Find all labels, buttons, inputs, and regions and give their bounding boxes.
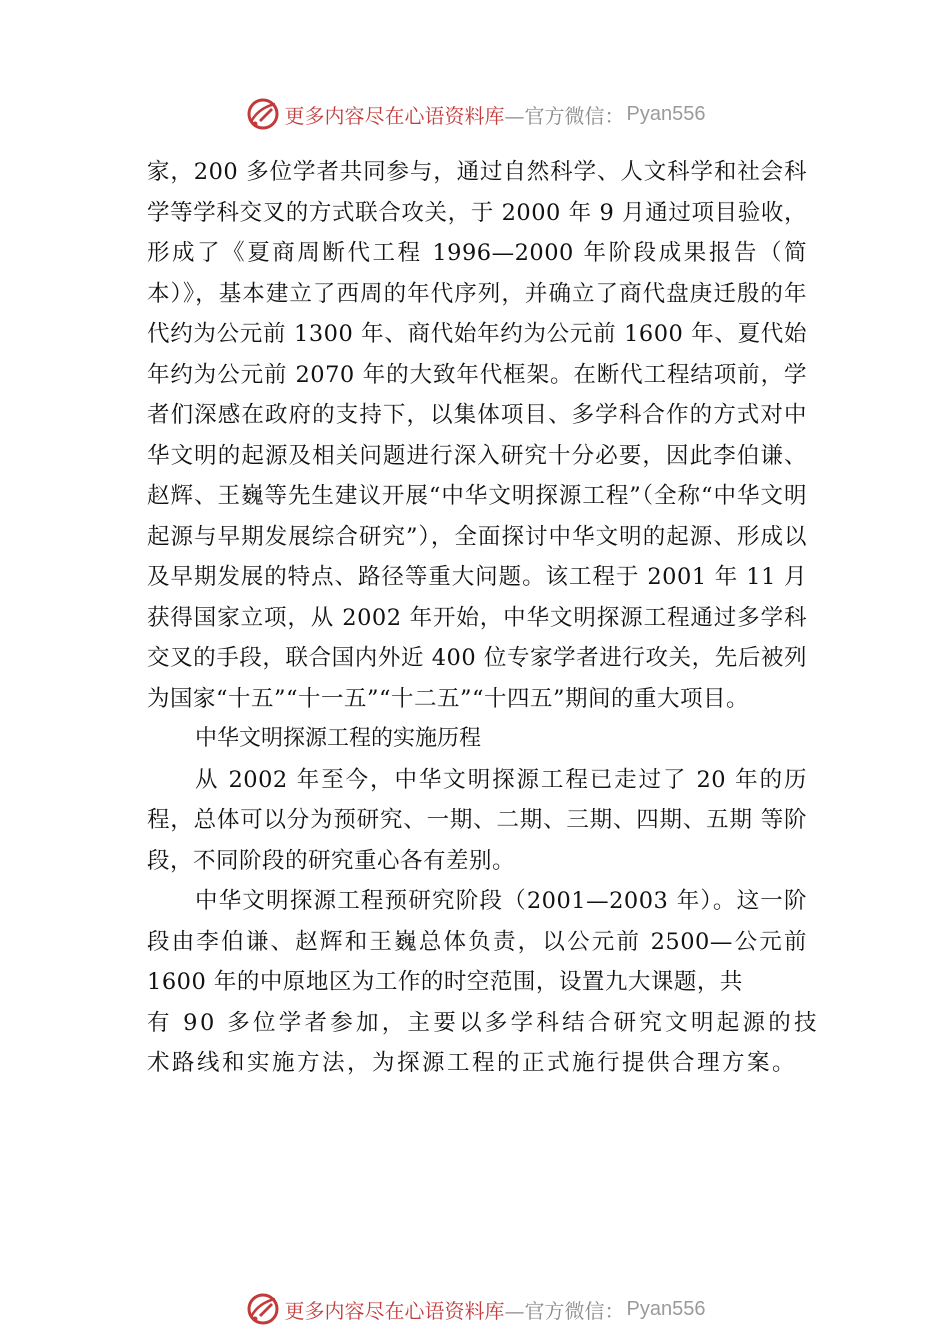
- paragraph-pre-research-continued: 有 90 多位学者参加，主要以多学科结合研究文明起源的技术路线和实施方法，为探源工程的正式施行提供合理方案。: [147, 1009, 819, 1076]
- section-heading: 中华文明探源工程的实施历程: [195, 726, 482, 751]
- watermark-library-text: 更多内容尽在心语资料库: [284, 103, 505, 128]
- paragraph-history-overview: 从 2002 年至今，中华文明探源工程已走过了 20 年的历程，总体可以分为预研究、一期、二期、三期、四期、五期 等阶段，不同阶段的研究重心各有差别。: [147, 766, 807, 874]
- watermark-wechat-label: —官方微信：: [504, 103, 625, 128]
- paragraph-pre-research: 中华文明探源工程预研究阶段（2001—2003 年）。这一阶段由李伯谦、赵辉和王巍总体负责，以公元前 2500—公元前 1600 年的中原地区为工作的时空范围，设置九大课题，共: [147, 888, 807, 995]
- footer-watermark: [0, 1287, 950, 1331]
- watermark-library-text: 更多内容尽在心语资料库: [284, 1298, 505, 1323]
- pen-swirl-logo-icon: [245, 96, 281, 132]
- pen-swirl-logo-icon: [245, 1291, 281, 1327]
- paragraph-continued: 家，200 多位学者共同参与，通过自然科学、人文科学和社会科学等学科交叉的方式联合攻关，于 2000 年 9 月通过项目验收，形成了《夏商周断代工程 1996—2000 年阶段成果报告（简本）》，基本建立了西周的年代序列，并确立了商代盘庚迁殷的年代约为公元前 1300 年、商代始年约为公元前 1600 年、夏代始年约为公元前 2070 年的大致年代框架。在断代工程结项前，学者们深感在政府的支持下，以集体项目、多学科合作的方式对中华文明的起源及相关问题进行深入研究十分必要，因此李伯谦、赵辉、王巍等先生建议开展“中华文明探源工程”（全称“中华文明起源与早期发展综合研究”），全面探讨中华文明的起源、形成以及早期发展的特点、路径等重大问题。该工程于 2001 年 11 月获得国家立项，从 2002 年开始，中华文明探源工程通过多学科交叉的手段，联合国内外近 400 位专家学者进行攻关，先后被列为国家“十五”“十一五”“十二五”“十四五”期间的重大项目。: [147, 159, 807, 712]
- watermark-wechat-id: Pyan556: [626, 102, 706, 125]
- header-watermark: [0, 92, 950, 136]
- watermark-wechat-label: —官方微信：: [504, 1298, 625, 1323]
- watermark-wechat-id: Pyan556: [626, 1297, 706, 1320]
- document-body: [147, 152, 819, 1084]
